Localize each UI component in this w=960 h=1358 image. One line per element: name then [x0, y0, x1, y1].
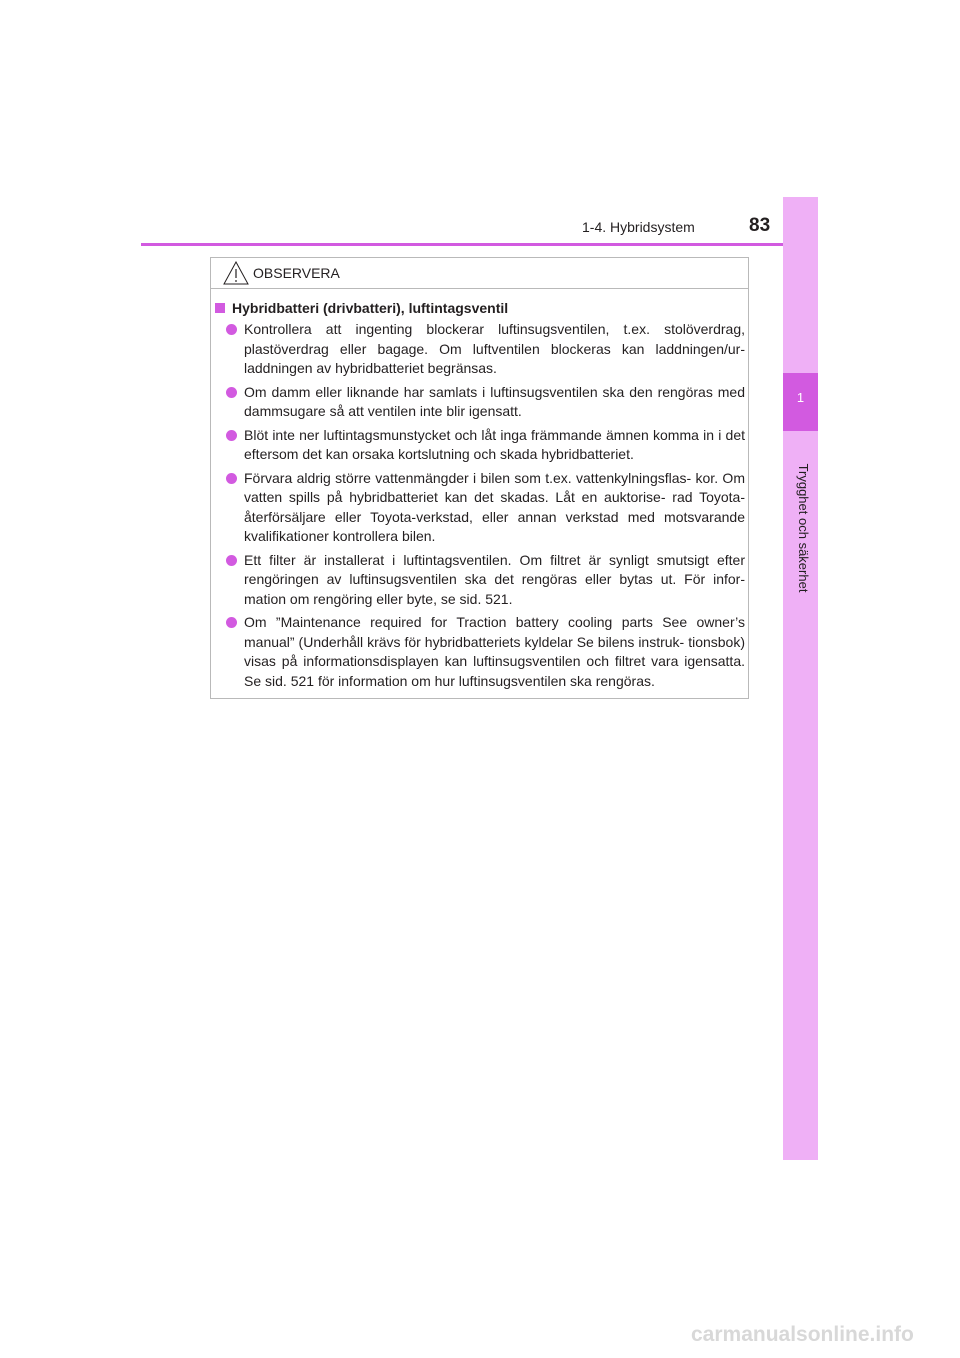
section-heading	[215, 300, 508, 316]
list-item-text: Om damm eller liknande har samlats i luftinsugsventilen ska den rengöras med dammsugare så att ventilen inte blir igensatt.	[244, 383, 745, 419]
caution-header	[211, 258, 748, 289]
list-item	[225, 426, 745, 465]
list-item	[225, 469, 745, 547]
list-item	[225, 320, 745, 379]
list-item	[225, 613, 745, 691]
chapter-number: 1	[796, 390, 805, 405]
watermark: carmanualsonline.info	[691, 1323, 914, 1346]
bullet-dot-icon	[226, 387, 237, 398]
bullet-list	[225, 320, 745, 695]
list-item-text: Ett filter är installerat i luftintagsventilen. Om filtret är synligt smutsigt efter rengöringen av luftinsugsventilen ska det rengöras eller bytas ut. För infor- mation om rengöring eller byte, se sid. 521.	[244, 551, 745, 607]
list-item-text: Om ”Maintenance required for Traction battery cooling parts See owner’s manual” (Underhåll krävs för hybridbatteriets kyldelar Se bilens instruk- tionsbok) visas på informationsdisplayen kan luftinsugsventilen och filtret vara igensatta. Se sid. 521 för information om hur luftinsugsventilen ska rengöras.	[244, 614, 745, 689]
list-item	[225, 383, 745, 422]
caution-title: OBSERVERA	[253, 265, 340, 281]
bullet-dot-icon	[226, 324, 237, 335]
bullet-dot-icon	[226, 430, 237, 441]
list-item	[225, 551, 745, 610]
bullet-dot-icon	[226, 473, 237, 484]
caution-box	[210, 257, 749, 699]
section-title: 1-4. Hybridsystem	[582, 219, 695, 235]
section-heading-text: Hybridbatteri (drivbatteri), luftintagsventil	[232, 300, 509, 316]
list-item-text: Kontrollera att ingenting blockerar luftinsugsventilen, t.ex. stolöverdrag, plastöverdrag eller bagage. Om luftventilen blockeras kan laddningen/ur- laddningen av hybridbatteriet begränsas.	[244, 321, 745, 376]
chapter-title: Trygghet och säkerhet	[796, 463, 811, 593]
chapter-side-tab	[783, 197, 818, 1160]
bullet-dot-icon	[226, 617, 237, 628]
page-number: 83	[749, 215, 771, 236]
bullet-dot-icon	[226, 555, 237, 566]
heading-square-icon	[215, 303, 225, 313]
list-item-text: Förvara aldrig större vattenmängder i bilen som t.ex. vattenkylningsflas- kor. Om vatten spills på hybridbatteriet kan det skadas. Låt en auktorise- rad Toyota-återförsäljare eller Toyota-verkstad, eller annan verkstad med motsvarande kvalifikationer kontrollera bilen.	[244, 469, 745, 544]
header-divider	[141, 243, 818, 246]
warning-triangle-icon	[223, 261, 249, 285]
list-item-text: Blöt inte ner luftintagsmunstycket och låt inga främmande ämnen komma in i det eftersom det kan orsaka kortslutning och skada hybridbatteriet.	[244, 426, 745, 462]
